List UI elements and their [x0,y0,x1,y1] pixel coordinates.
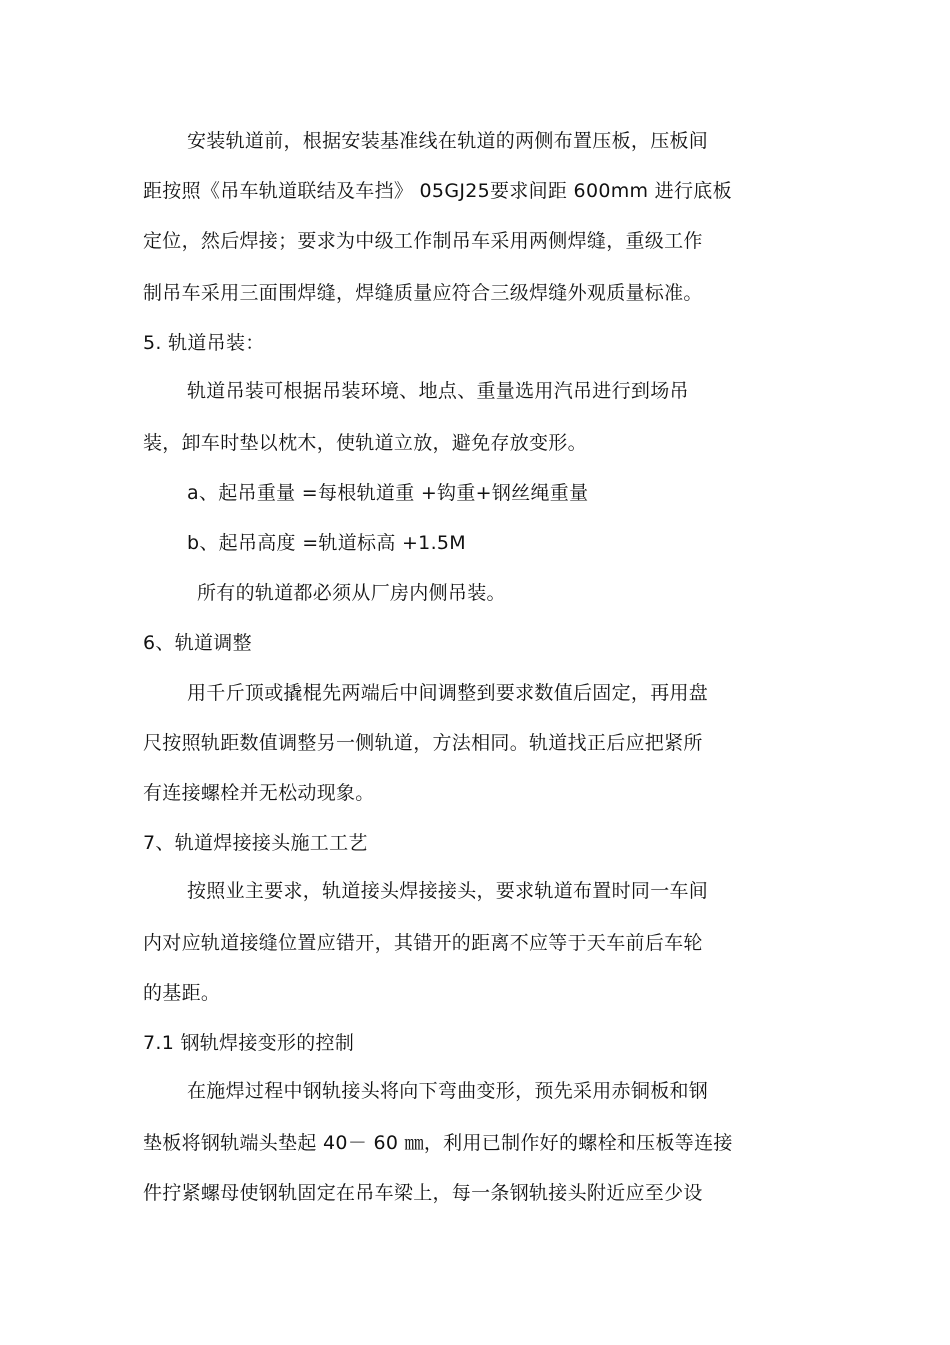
paragraph-line-13: 尺按照轨距数值调整另一侧轨道，方法相同。轨道找正后应把紧所 [143,732,703,754]
section-heading-5: 5. 轨道吊装： [143,332,265,354]
paragraph-line-21: 垫板将钢轨端头垫起 40－ 60 ㎜，利用已制作好的螺栓和压板等连接 [143,1132,733,1154]
paragraph-line-6: 轨道吊装可根据吊装环境、地点、重量选用汽吊进行到场吊 [187,380,689,402]
paragraph-line-14: 有连接螺栓并无松动现象。 [143,782,375,804]
paragraph-line-7: 装，卸车时垫以枕木，使轨道立放，避免存放变形。 [143,432,587,454]
paragraph-line-18: 的基距。 [143,982,221,1004]
paragraph-line-4: 制吊车采用三面围焊缝，焊缝质量应符合三级焊缝外观质量标准。 [143,282,703,304]
formula-line-b: b、起吊高度 =轨道标高 +1.5M [187,532,466,554]
paragraph-line-20: 在施焊过程中钢轨接头将向下弯曲变形，预先采用赤铜板和钢 [187,1080,709,1102]
paragraph-line-16: 按照业主要求，轨道接头焊接接头，要求轨道布置时同一车间 [187,880,709,902]
paragraph-line-2: 距按照《吊车轨道联结及车挡》 05GJ25要求间距 600mm 进行底板 [143,180,732,202]
section-heading-6: 6、轨道调整 [143,632,252,654]
section-heading-7: 7、轨道焊接接头施工工艺 [143,832,368,854]
paragraph-line-12: 用千斤顶或撬棍先两端后中间调整到要求数值后固定，再用盘 [187,682,709,704]
paragraph-line-3: 定位，然后焊接；要求为中级工作制吊车采用两侧焊缝，重级工作 [143,230,703,252]
paragraph-line-17: 内对应轨道接缝位置应错开，其错开的距离不应等于天车前后车轮 [143,932,703,954]
formula-line-a: a、起吊重量 =每根轨道重 +钩重+钢丝绳重量 [187,482,589,504]
section-heading-7-1: 7.1 钢轨焊接变形的控制 [143,1032,355,1054]
paragraph-line-10: 所有的轨道都必须从厂房内侧吊装。 [197,582,506,604]
paragraph-line-22: 件拧紧螺母使钢轨固定在吊车梁上，每一条钢轨接头附近应至少设 [143,1182,703,1204]
paragraph-line-1: 安装轨道前，根据安装基准线在轨道的两侧布置压板，压板间 [187,130,709,152]
